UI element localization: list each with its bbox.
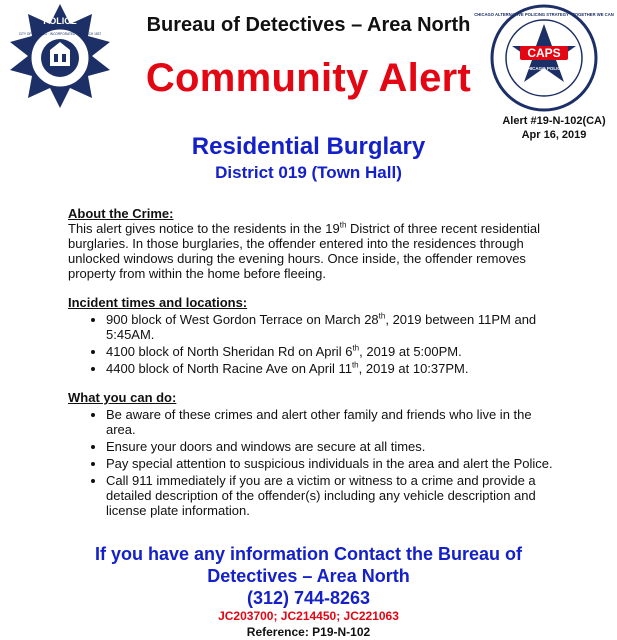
incident-item	[106, 361, 564, 376]
about-section	[68, 206, 564, 281]
incident-list	[68, 312, 564, 376]
incidents-section	[68, 295, 564, 376]
alert-number: Alert #19-N-102(CA)	[502, 115, 606, 127]
bureau-name: Bureau of Detectives – Area North	[146, 14, 471, 36]
ordinal-suffix: th	[339, 220, 347, 230]
incident-text: 900 block of West Gordon Terrace on March 28	[106, 312, 379, 327]
ordinal-suffix: th	[352, 343, 360, 353]
incident-text: , 2019 at 10:37PM.	[358, 361, 469, 376]
crime-title: Residential Burglary	[191, 133, 426, 160]
contact-line-2: Detectives – Area North	[207, 566, 410, 586]
contact-block	[0, 543, 617, 609]
contact-phone: (312) 744-8263	[246, 588, 371, 608]
incident-text: , 2019 between 11PM and 5:45AM.	[106, 312, 537, 342]
reference-number: Reference: P19-N-102	[246, 625, 371, 639]
about-text-part: District of three recent residential burglaries. In those burglaries, the offender entered into the residences through unlocked windows during the evening hours. Once inside, the offender removes property from within the home before fleeing.	[68, 221, 541, 281]
incident-text: 4100 block of North Sheridan Rd on April 6	[106, 344, 353, 359]
contact-line-1: If you have any information Contact the Bureau of	[94, 544, 523, 564]
action-item: • Pay special attention to suspicious individuals in the area and alert the Police.	[106, 456, 564, 471]
incidents-heading: Incident times and locations:	[68, 295, 248, 310]
about-heading: About the Crime:	[68, 206, 174, 221]
action-item: • Ensure your doors and windows are secure at all times.	[106, 439, 564, 454]
police-badge-label: POLICE	[43, 16, 77, 26]
incident-text: 4400 block of North Racine Ave on April 11	[106, 361, 352, 376]
alert-date: Apr 16, 2019	[521, 129, 587, 141]
actions-section	[68, 390, 564, 518]
alert-body	[68, 206, 564, 532]
about-text	[68, 221, 564, 281]
incident-item	[106, 312, 564, 342]
ordinal-suffix: th	[351, 360, 359, 370]
ordinal-suffix: th	[378, 311, 386, 321]
action-item: • Call 911 immediately if you are a victim or witness to a crime and provide a detailed description of the offender(s) including any vehicle description and license plate information.	[106, 473, 564, 518]
actions-heading: What you can do:	[68, 390, 177, 405]
incident-text: , 2019 at 5:00PM.	[359, 344, 462, 359]
police-badge-text: CITY OF CHICAGO · INCORPORATED 4th MARCH 1837	[18, 32, 102, 36]
case-numbers: JC203700; JC214450; JC221063	[218, 609, 399, 623]
action-list	[68, 407, 564, 518]
incident-item	[106, 344, 564, 359]
caps-ring-text: CHICAGO ALTERNATIVE POLICING STRATEGY · TOGETHER WE CAN	[474, 12, 614, 17]
district-label: District 019 (Town Hall)	[215, 163, 402, 182]
page-title: Community Alert	[145, 56, 472, 100]
caps-inner-text: CHICAGO POLICE	[524, 66, 564, 71]
action-item: • Be aware of these crimes and alert other family and friends who live in the area.	[106, 407, 564, 437]
about-text-part: This alert gives notice to the residents in the 19	[68, 221, 340, 236]
caps-label: CAPS	[527, 46, 561, 60]
